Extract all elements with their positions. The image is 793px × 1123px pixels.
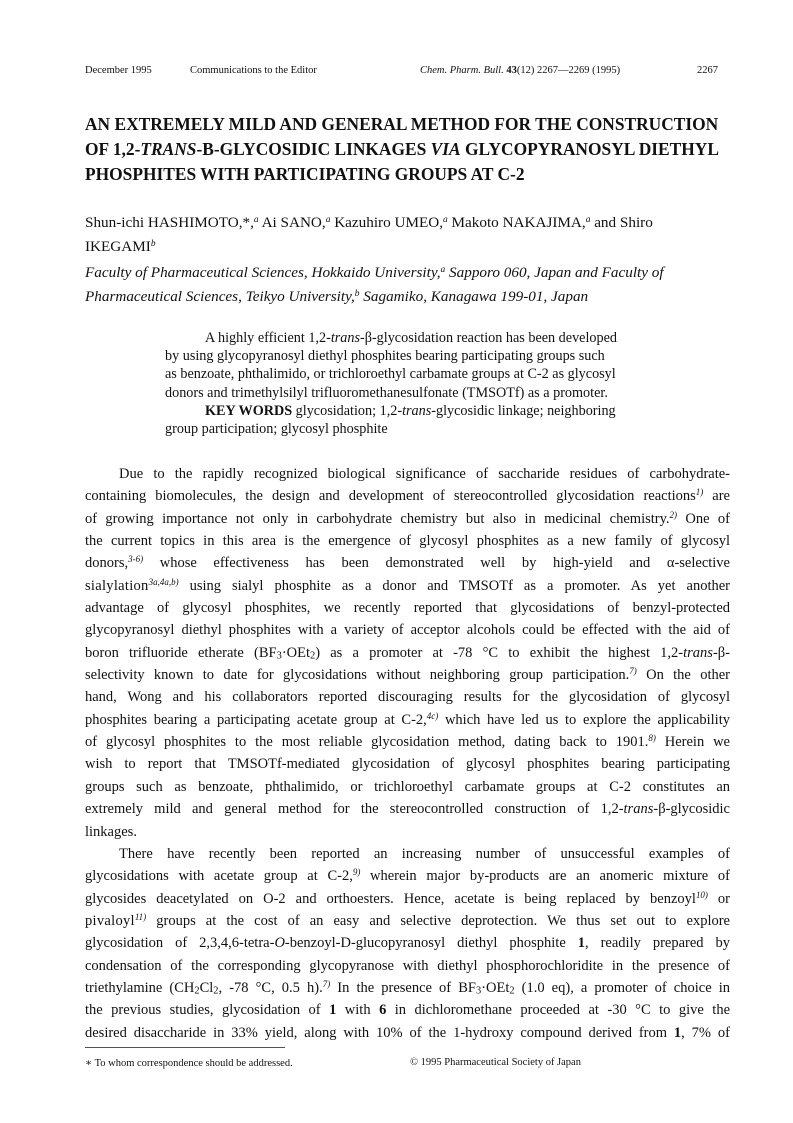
title-via: VIA: [430, 139, 461, 159]
abstract-text: -β-glycosidation reaction has been developed: [360, 330, 617, 346]
author: Shun-ichi HASHIMOTO,*,: [85, 214, 254, 231]
abstract-line: by using glycopyranosyl diethyl phosphites bearing participating groups such: [165, 348, 605, 365]
body-text: which have led us to explore the applicability: [438, 711, 730, 728]
subscript: 3: [475, 985, 482, 997]
body-text: -β-: [712, 644, 730, 661]
affiliation-text: Pharmaceutical Sciences, Teikyo University,: [85, 288, 355, 305]
body-line: condensation of the corresponding glycopyranose with diethyl phosphorochloridite in the presence of: [85, 957, 730, 974]
body-text: Herein we: [655, 734, 730, 751]
body-line: groups such as benzoate, phthalimido, or trichloroethyl carbamate groups at C-2 constitutes an: [85, 778, 730, 795]
author-line-2: [85, 235, 725, 259]
title-text: -Β-GLYCOSIDIC LINKAGES: [196, 139, 431, 159]
keywords-text: glycosidation; 1,2-: [292, 402, 403, 419]
author-sup: a: [585, 214, 591, 225]
body-text: -benzoyl-D-glucopyranosyl diethyl phosphite: [284, 935, 578, 952]
keywords-line: [165, 402, 665, 420]
body-text: pivaloyl: [85, 912, 135, 929]
affiliation-text: Sagamiko, Kanagawa 199-01, Japan: [359, 288, 589, 305]
body-text: desired disaccharide in 33% yield, along with 10% of the 1-hydroxy compound derived from: [85, 1024, 674, 1041]
author: Makoto NAKAJIMA,: [447, 214, 586, 231]
body-text: , readily prepared by: [585, 935, 730, 952]
body-line: [85, 575, 730, 597]
title-line-1: AN EXTREMELY MILD AND GENERAL METHOD FOR THE CONSTRUCTION: [85, 114, 719, 134]
affiliations: [85, 261, 730, 309]
body-text: using sialyl phosphite as a donor and TMSOTf as a promoter. As yet another: [178, 577, 730, 594]
body-line: [85, 999, 730, 1021]
body-line: glycopyranosyl diethyl phosphites with a variety of acceptor alcohols could be effected with the aid of: [85, 622, 730, 639]
body-line: [85, 1022, 730, 1044]
body-text: or: [707, 890, 730, 907]
reference-sup: 3-6): [128, 554, 144, 565]
body-text: glycosidations with acetate group at C-2,: [85, 868, 353, 885]
body-text: ·OEt: [281, 644, 311, 661]
affiliation-line-1: [85, 261, 730, 285]
author-sup: a: [325, 214, 331, 225]
body-line: [85, 642, 730, 664]
body-text: boron trifluoride etherate (BF: [85, 644, 277, 661]
body-line: [85, 798, 730, 820]
body-line: [85, 709, 730, 731]
body-text: groups at the cost of an easy and selective deprotection. We thus set out to explore: [146, 912, 730, 929]
body-line: [85, 977, 730, 999]
compound-number: 6: [379, 1002, 387, 1019]
trans-italic: trans: [683, 644, 713, 661]
subscript: 2: [509, 985, 515, 997]
title-text: OF 1,2-: [85, 139, 141, 159]
body-text: are: [703, 488, 730, 505]
trans-italic: trans: [623, 801, 654, 818]
body-text: sialylation: [85, 577, 149, 594]
abstract-text: A highly efficient 1,2-: [205, 330, 331, 346]
body-line: hand, Wong and his collaborators reported discouraging results for the glycosidation of glycosyl: [85, 689, 730, 706]
compound-number: 1: [577, 935, 585, 952]
body-line: [85, 731, 730, 753]
header-citation: [420, 65, 620, 76]
body-line: wish to report that TMSOTf-mediated glycosidation of glycosyl phosphites bearing participating: [85, 756, 730, 773]
body-text: ) as a promoter at -78 °C to exhibit the highest 1,2-: [315, 644, 684, 661]
body-text: (1.0 eq), a promoter of choice in: [514, 979, 731, 996]
title-text: GLYCOPYRANOSYL DIETHYL: [460, 139, 719, 159]
author-sup: a: [443, 214, 448, 225]
subscript: 2: [213, 985, 219, 997]
affiliation-text: Sapporo 060, Japan and Faculty of: [445, 264, 664, 281]
reference-sup: 9): [352, 867, 361, 878]
subscript: 3: [276, 650, 282, 662]
body-line: [85, 865, 730, 887]
body-line: the current topics in this area is the emergence of glycosyl phosphites as a new family of glycosyl: [85, 533, 730, 550]
body-line: There have recently been reported an increasing number of unsuccessful examples of: [119, 845, 730, 862]
body-text: glycosides deacetylated on O-2 and orthoesters. Hence, acetate is being replaced by benzoyl: [85, 890, 696, 907]
compound-number: 1: [673, 1024, 682, 1041]
abstract-trans: trans: [330, 330, 360, 346]
body-text: triethylamine (CH: [85, 979, 195, 996]
body-text: , -78 °C, 0.5 h).: [218, 979, 323, 996]
reference-sup: 2): [669, 509, 678, 520]
keywords-text: -glycosidic linkage; neighboring: [431, 402, 616, 419]
body-text: donors,: [85, 555, 129, 572]
footnote: ∗ To whom correspondence should be addressed.: [85, 1058, 293, 1069]
affiliation-sup: b: [354, 288, 360, 299]
body-line: [85, 508, 730, 530]
body-line: [85, 552, 730, 574]
author-list: [85, 211, 725, 259]
author: Ai SANO,: [258, 214, 326, 231]
o-italic: O: [274, 935, 285, 952]
keywords-line: group participation; glycosyl phosphite: [165, 421, 388, 438]
header-journal: Chem. Pharm. Bull.: [420, 65, 504, 76]
body-line: [85, 910, 730, 932]
body-text: whose effectiveness has been demonstrated well by high-yield and α-selective: [143, 555, 730, 572]
abstract-line: donors and trimethylsilyl trifluoromethanesulfonate (TMSOTf) as a promoter.: [165, 384, 608, 401]
body-line: [85, 485, 730, 507]
compound-number: 1: [329, 1002, 337, 1019]
abstract-line: [165, 329, 665, 347]
affiliation-text: Faculty of Pharmaceutical Sciences, Hokkaido University,: [85, 264, 441, 281]
author: Kazuhiro UMEO,: [330, 214, 444, 231]
body-text: , 7% of: [681, 1024, 730, 1041]
body-text: phosphites bearing a participating acetate group at C-2,: [85, 711, 427, 728]
reference-sup: 7): [629, 666, 637, 677]
body-text: One of: [677, 510, 730, 527]
header-issue-pages: (12) 2267—2269 (1995): [516, 65, 621, 76]
reference-sup: 11): [134, 911, 147, 922]
reference-sup: 10): [695, 889, 708, 900]
title-line-2: [85, 137, 725, 162]
author: and Shiro: [590, 214, 653, 231]
body-text: in dichloromethane proceeded at -30 °C to give the: [386, 1002, 731, 1019]
body-line: linkages.: [85, 823, 137, 840]
header-section: Communications to the Editor: [190, 65, 317, 76]
body-text: glycosidation of 2,3,4,6-tetra-: [85, 935, 275, 952]
body-text: of growing importance not only in carbohydrate chemistry but also in medicinal chemistry.: [85, 510, 670, 527]
author-sup: a: [253, 214, 259, 225]
header-volume: 43: [506, 65, 517, 76]
body-line: Due to the rapidly recognized biological significance of saccharide residues of carbohydrate-: [119, 466, 730, 482]
body-text: the previous studies, glycosidation of: [85, 1002, 330, 1019]
keywords-label: KEY WORDS: [205, 402, 293, 419]
body-text: of glycosyl phosphites to the most reliable glycosidation method, dating back to 1901.: [85, 734, 649, 751]
header-date: December 1995: [85, 65, 152, 76]
footnote-rule: [85, 1047, 285, 1048]
body-text: [85, 463, 730, 1044]
subscript: 2: [194, 985, 200, 997]
header-page-number: 2267: [697, 65, 718, 76]
body-text: containing biomolecules, the design and development of stereocontrolled glycosidation reactions: [85, 488, 696, 505]
body-text: ·OEt: [481, 979, 510, 996]
body-text: Cl: [199, 979, 214, 996]
copyright: © 1995 Pharmaceutical Society of Japan: [410, 1057, 581, 1068]
body-line: [85, 664, 730, 686]
author-sup: b: [150, 238, 156, 249]
body-line: [85, 932, 730, 954]
body-text: wherein major by-products are an anomeric mixture of: [360, 868, 730, 885]
reference-sup: 7): [322, 978, 331, 989]
body-line: advantage of glycosyl phosphites, we recently reported that glycosidations of benzyl-protected: [85, 600, 730, 617]
subscript: 2: [310, 650, 316, 662]
body-text: In the presence of BF: [330, 979, 476, 996]
abstract-line: as benzoate, phthalimido, or trichloroethyl carbamate groups at C-2 as glycosyl: [165, 366, 616, 383]
keywords-trans: trans: [402, 402, 432, 419]
paper-title: [85, 112, 725, 187]
body-text: selectivity known to date for glycosidations without neighboring group participation.: [85, 667, 630, 684]
body-text: with: [336, 1002, 380, 1019]
title-line-3: PHOSPHITES WITH PARTICIPATING GROUPS AT C-2: [85, 164, 525, 184]
affiliation-sup: a: [440, 264, 446, 275]
reference-sup: 8): [648, 733, 656, 744]
affiliation-line-2: [85, 285, 730, 309]
body-text: extremely mild and general method for the stereocontrolled construction of 1,2-: [85, 801, 624, 818]
title-trans: TRANS: [140, 139, 197, 159]
body-text: On the other: [636, 667, 730, 684]
body-line: [85, 888, 730, 910]
body-text: -β-glycosidic: [653, 801, 730, 818]
author-line-1: [85, 211, 725, 235]
abstract: [165, 329, 665, 438]
reference-sup: 1): [695, 487, 704, 498]
reference-sup: 3a,4a,b): [148, 576, 179, 587]
author: IKEGAMI: [85, 238, 151, 255]
reference-sup: 4c): [426, 710, 439, 721]
